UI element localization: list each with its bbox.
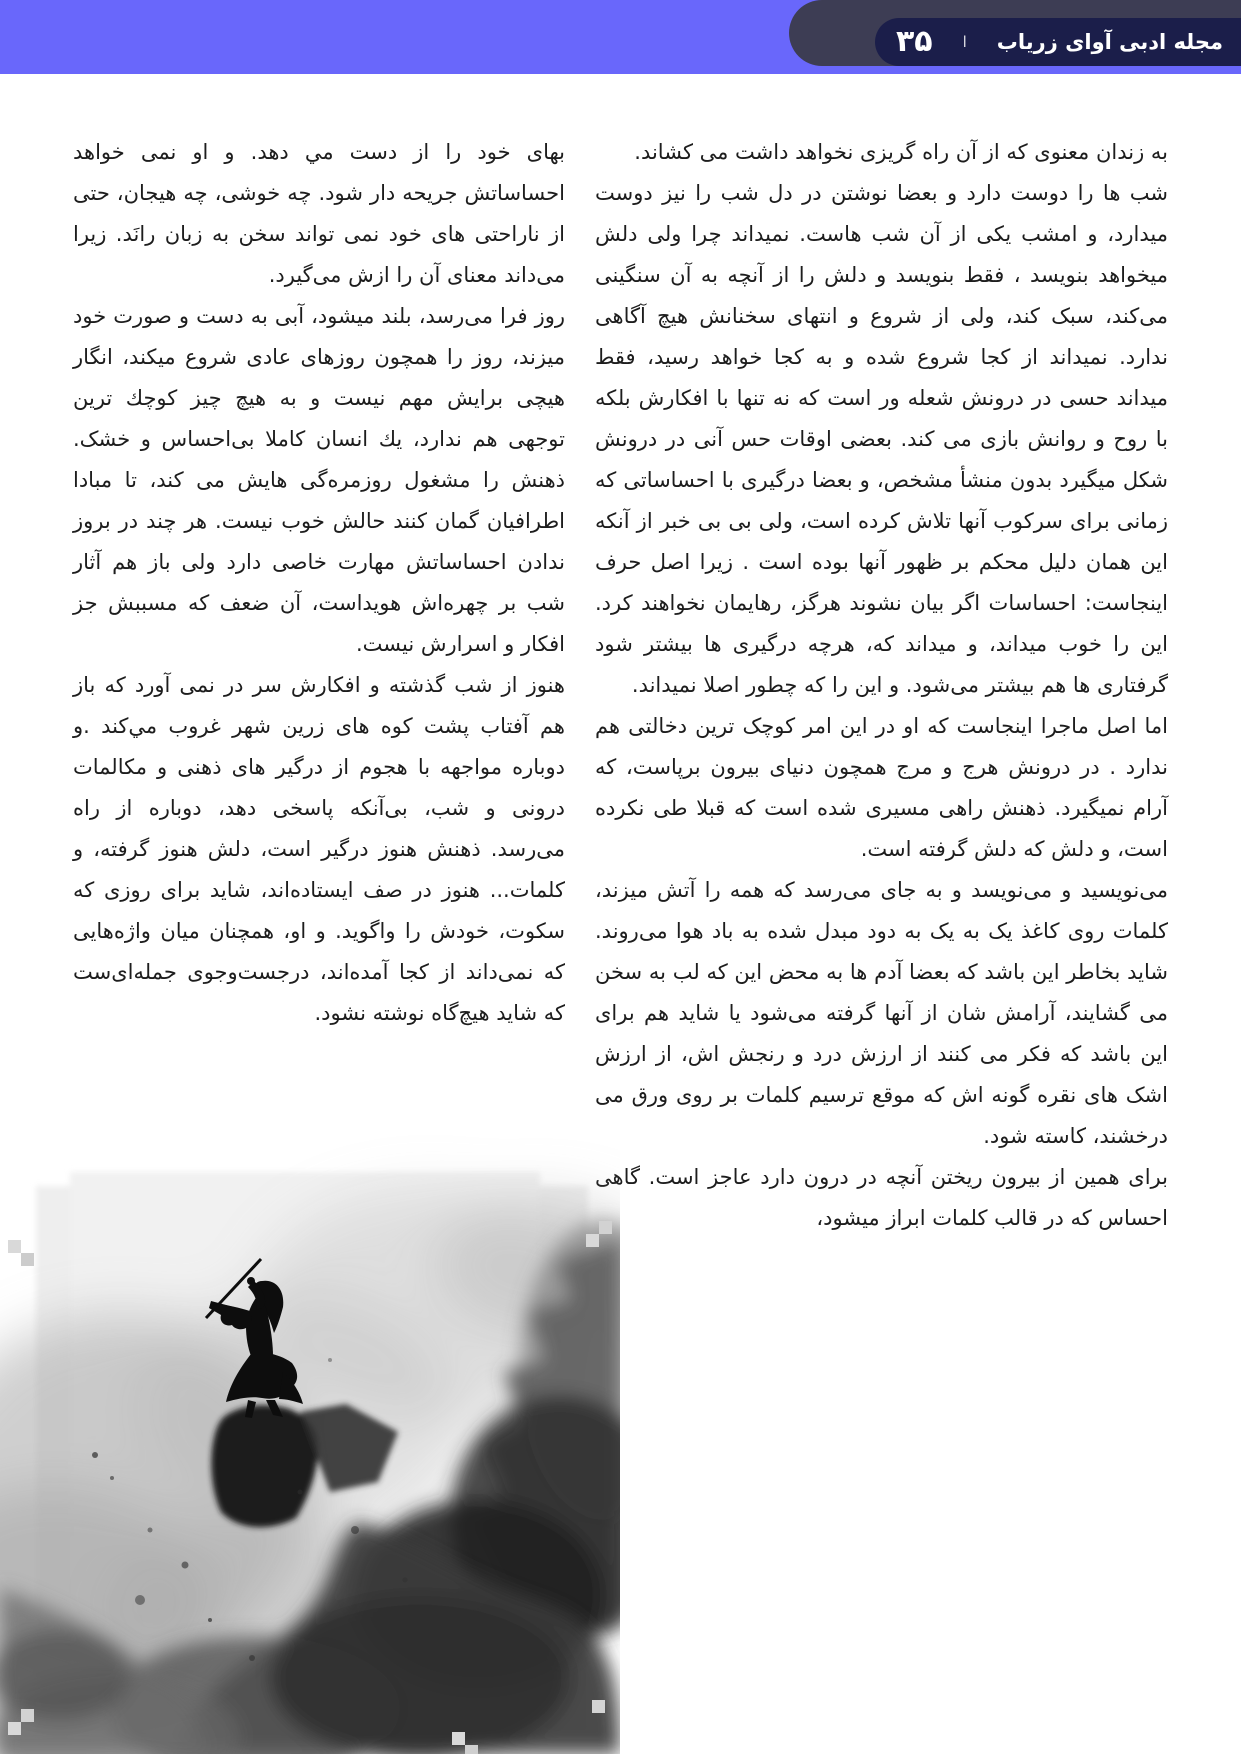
paragraph: هنوز از شب گذشته و افکارش سر در نمی آورد که باز هم آفتاب پشت کوه های زرین شهر غروب مي‌کند .و دوباره مواجهه با هجوم از درگیر های ذهنی و مکالمات درونی و شب، بی‌آنکه پاسخی دهد، دوباره از راه می‌رسد. ذهنش هنوز درگیر است، دلش هنوز گرفته، و کلمات... هنوز در صف ایستاده‌اند، شاید برای روزی که سکوت، خودش را واگوید. و او، همچنان میان واژه‌هایی که نمی‌داند از کجا آمده‌اند، درجست‌وجوی جمله‌ای‌ست که شاید هیچ‌گاه نوشته نشود. <box>73 673 565 1025</box>
paragraph: می‌نویسید و می‌نویسد و به جای می‌رسد که همه را آتش میزند، کلمات روی کاغذ یک به یک به دود مبدل شده به باد هوا می‌روند. شاید بخاطر این باشد که بعضا آدم ها به محض این که لب به سخن می گشایند، آرامش شان از آنها گرفته می‌شود یا شاید هم برای این باشد که فکر می کنند از ارزش درد و رنجش اش، از ارزش اشک های نقره گونه اش که موقع ترسیم کلمات بر روی ورق می درخشند، کاسته شود. <box>595 878 1168 1148</box>
paragraph: روز فرا می‌رسد، بلند میشود، آبی به دست و صورت خود میزند، روز را همچون روزهای عادی شروع میکند، انگار هیچی برایش مهم نیست و به هیچ چیز کوچك ترین توجهی هم ندارد، یك انسان کاملا بی‌احساس و خشک. ذهنش را مشغول روزمره‌گی هایش می کند، تا مبادا اطرافیان گمان کنند حالش خوب نیست. هر چند در بروز ندادن احساساتش مهارت خاصی دارد ولی باز هم آثار شب بر چهره‌اش هویداست، آن ضعف که مسببش جز افکار و اسرارش نیست. <box>73 304 565 656</box>
paragraph: به زندان معنوی که از آن راه گریزی نخواهد داشت می کشاند. <box>634 140 1168 164</box>
paragraph: بهای خود را از دست مي دهد. و او نمی خواهد احساساتش جریحه دار شود. چه خوشی، چه هیجان، حتی از ناراحتی های خود نمی تواند سخن به زبان رانَد. زیرا می‌داند معنای آن را ازش می‌گیرد. <box>73 140 565 287</box>
magazine-title: مجله ادبی آوای زریاب <box>996 30 1223 54</box>
header-pill <box>875 18 1241 66</box>
header-separator: ا <box>962 33 967 51</box>
paragraph: شب ها را دوست دارد و بعضا نوشتن در دل شب را نیز دوست میدارد، و امشب یکی از آن شب هاست. نمیداند چرا ولی دلش میخواهد بنویسد ، فقط بنویسد و دلش را از آنچه به آن سنگینی می‌کند، سبک کند، ولی از شروع و انتهای سخنانش هیچ آگاهی ندارد. نمیداند از کجا شروع شده و به کجا خواهد رسید، فقط میداند حسی در درونش شعله ور است که نه تنها با افکارش بلکه با روح و روانش بازی می کند. بعضی اوقات حس آنی در درونش شکل میگیرد بدون منشأ مشخص، و بعضا درگیری با احساساتی که زمانی برای سرکوب آنها تلاش کرده است، ولی بی بی خبر از آنکه این همان دلیل محکم بر ظهور آنها بوده است . زیرا اصل حرف اینجاست: احساسات اگر بیان نشوند هرگز، رهایمان نخواهند کرد. این را خوب میداند، و میداند که، هرچه درگیری ها بیشتر شود گرفتاری ها هم بیشتر می‌شود. و این را که چطور اصلا نمیداند. <box>595 181 1168 697</box>
header-bar <box>0 0 1241 74</box>
paragraph: برای همین از بیرون ریختن آنچه در درون دارد عاجز است. گاهی احساس که در قالب کلمات ابراز میشود، <box>595 1165 1168 1230</box>
column-right <box>595 132 1168 1239</box>
violinist-watercolor-illustration <box>0 1060 620 1754</box>
paragraph: اما اصل ماجرا اینجاست که او در این امر کوچک ترین دخالتی هم ندارد . در درونش هرج و مرج همچون دنیای بیرون برپاست، که آرام نمیگیرد. ذهنش راهی مسیری شده است که قبلا طی نکرده است، و دلش که دلش گرفته است. <box>595 714 1168 861</box>
page-number: ۳۵ <box>895 24 933 59</box>
header-plate <box>789 0 1241 66</box>
